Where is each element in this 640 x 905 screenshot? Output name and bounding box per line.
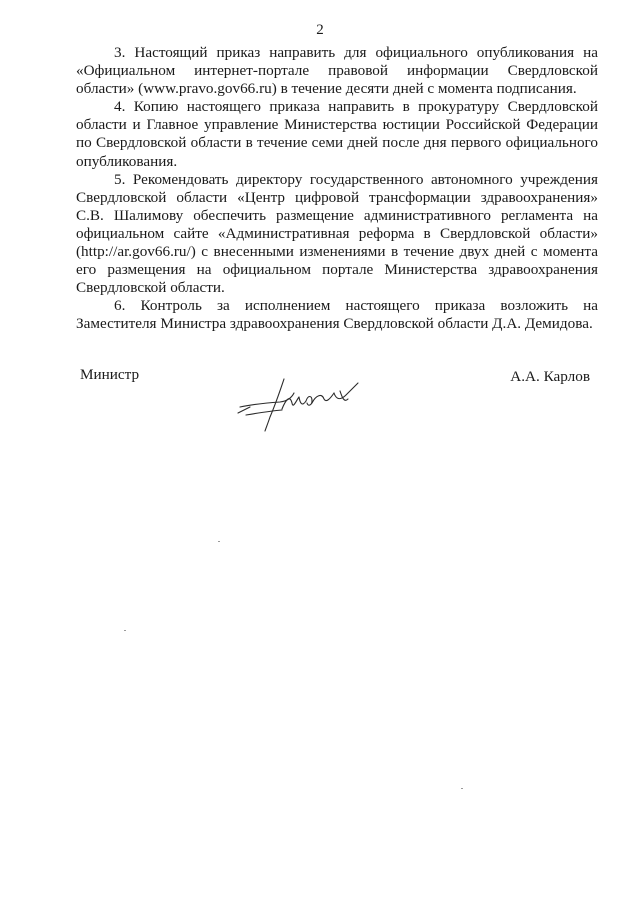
paragraph-5: 5. Рекомендовать директору государственного автономного учреждения Свердловской области «Центр цифровой трансформации здравоохранения» С.В. Шалимову обеспечить размещение административного регламента на официальном сайте «Административная реформа в Свердловской области» (http://ar.gov66.ru/) с внесенными изменениями в течение двух дней с момента его размещения на официальном портале Министерства здравоохранения Свердловской области. <box>76 170 598 297</box>
page-number: 2 <box>316 22 324 38</box>
paragraph-4: 4. Копию настоящего приказа направить в прокуратуру Свердловской области и Главное управление Министерства юстиции Российской Федерации по Свердловской области в течение семи дней после дня первого официального опубликования. <box>76 98 598 170</box>
signatory-position: Министр <box>80 366 140 383</box>
scan-speck <box>124 630 126 631</box>
document-body <box>76 44 598 334</box>
scan-speck <box>218 541 220 542</box>
scan-speck <box>461 788 463 789</box>
paragraph-6: 6. Контроль за исполнением настоящего приказа возложить на Заместителя Министра здравоохранения Свердловской области Д.А. Демидова. <box>76 297 598 333</box>
signatory-name: А.А. Карлов <box>510 368 590 385</box>
handwritten-signature <box>236 373 362 433</box>
paragraph-3: 3. Настоящий приказ направить для официального опубликования на «Официальном интернет-портале правовой информации Свердловской области» (www.pravo.gov66.ru) в течение десяти дней с момента подписания. <box>76 44 598 98</box>
